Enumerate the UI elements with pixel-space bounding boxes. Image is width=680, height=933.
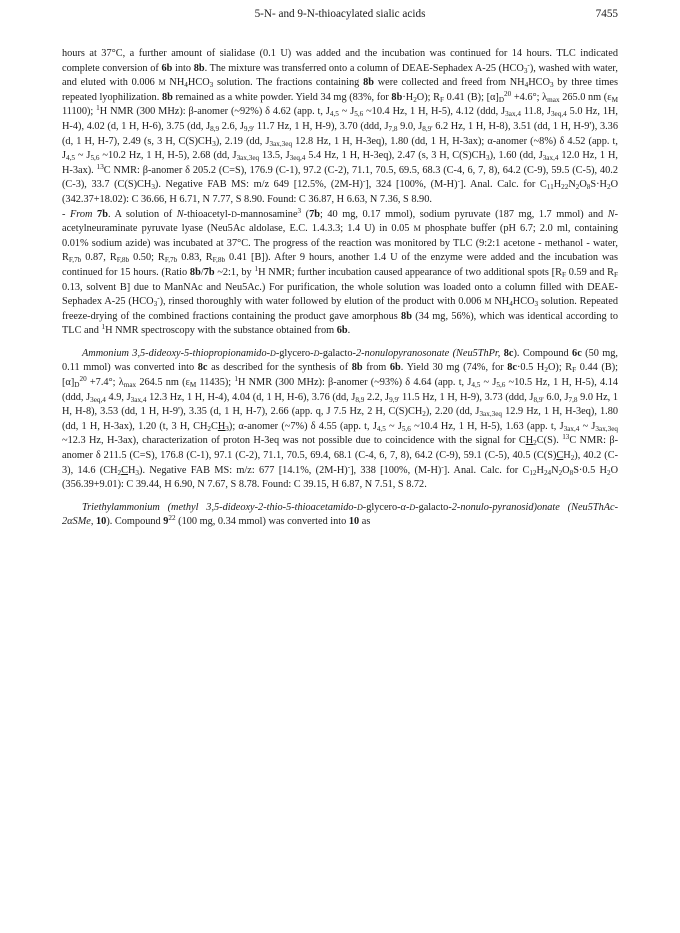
paragraph-neu5thac-10: Triethylammonium (methyl 3,5-dideoxy-2-thio-5-thioacetamido-D-glycero-α-D-galacto-2-nonulo-pyranosid)onate (Neu5ThAc-2αSMe, 10). Compound $9^{22}$ (100 mg, 0.34 mmol) was converted into 10 as — [62, 501, 619, 528]
running-title: 5-N- and 9-N-thioacylated sialic acids — [254, 8, 426, 20]
running-header — [62, 8, 618, 24]
page-number: 7455 — [595, 8, 618, 20]
paragraph-8b-from-6b: hours at 37°C, a further amount of sialidase (0.1 U) was added and the incubation was continued for 14 hours. TLC indicated complete conversion of 6b into 8b. The mixture was transferred onto a column of DEAE-Sephadex A-25 $(HCO_3^-)$, washed with water, and eluted with 0.006 M $NH_4HCO_3$ solution. The fractions containing 8b were collected and freed from $NH_4HCO_3$ by three times repeated lyophilization. 8b remained as a white powder. Yield 34 mg (83%, for $8b\cdot H_2O$); $R_F$ 0.41 (B); $[\alpha]_D^{20} +4.6^\circ$; $\lambda_{max}$ 265.0 nm ($\varepsilon_M$ 11100); $^1$H NMR (300 MHz): β-anomer (~92%) δ 4.62 (app. t, $J_{4,5}$ ~ $J_{5,6}$ ~10.4 Hz, 1 H, H-5), 4.12 (ddd, $J_{3ax,4}$ 11.8, $J_{3eq,4}$ 5.0 Hz, 1H, H-4), 4.02 (d, 1 H, H-6), 3.75 (dd, $J_{8,9}$ 2.6, $J_{9,9'}$ 11.7 Hz, 1 H, H-9), 3.70 (ddd, $J_{7,8}$ 9.0, $J_{8,9'}$ 6.2 Hz, 1 H, H-8), 3.51 (dd, 1 H, H-9'), 3.36 (d, 1 H, H-7), 2.49 (s, 3 H, $C(S)CH_3$), 2.19 (dd, $J_{3ax,3eq}$ 12.8 Hz, 1 H, H-3eq), 1.80 (dd, 1 H, H-3ax); α-anomer (~8%) δ 4.52 (app. t, $J_{4,5}$ ~ $J_{5,6}$ ~10.2 Hz, 1 H, H-5), 2.68 (dd, $J_{3ax,3eq}$ 13.5, $J_{3eq,4}$ 5.4 Hz, 1 H, H-3eq), 2.47 (s, 3 H, $C(S)CH_3$), 1.60 (dd, $J_{3ax,4}$ 12.0 Hz, 1 H, H-3ax). $^{13}$C NMR: β-anomer δ 205.2 (C=S), 176.9 (C-1), 97.2 (C-2), 71.1, 70.5, 69.5, 68.3 (C-4, 6, 7, 8), 64.2 (C-9), 59.5 (C-5), 40.2 (C-3), 33.7 $(C(S)CH_3)$. Negative FAB MS: m/z 649 [12.5%, (2M-H)-], 324 [100%, (M-H)-]. Anal. Calc. for $C_{11}H_{22}N_2O_8S\cdot H_2O$ (342.37+18.02): C 36.66, H 6.71, N 7.77, S 8.90. Found: C 36.87, H 6.63, N 7.36, S 8.90. — [62, 48, 619, 205]
paragraph-neu5thpr-8c: Ammonium 3,5-dideoxy-5-thiopropionamido-D-glycero-D-galacto-2-nonulopyranosonate (Neu5ThPr, 8c). Compound 6c (50 mg, 0.11 mmol) was converted into 8c as described for the synthesis of 8b from 6b. Yield 30 mg (74%, for 8c·0.5 $H_2O$); $R_F$ 0.44 (B); $[\alpha]_D^{20} +7.4^\circ$; $\lambda_{max}$ 264.5 nm ($\varepsilon_M$ 11435); $^1$H NMR (300 MHz): β-anomer (~93%) δ 4.64 (app. t, $J_{4,5}$ ~ $J_{5,6}$ ~10.5 Hz, 1 H, H-5), 4.14 (ddd, $J_{3eq,4}$ 4.9, $J_{3ax,4}$ 12.3 Hz, 1 H, H-4), 4.04 (d, 1 H, H-6), 3.76 (dd, $J_{8,9}$ 2.2, $J_{9,9'}$ 11.5 Hz, 1 H, H-9), 3.73 (ddd, $J_{8,9'}$ 6.0, $J_{7,8}$ 9.0 Hz, 1 H, H-8), 3.53 (dd, 1 H, H-9'), 3.35 (d, 1 H, H-7), 2.66 (app. q, J 7.5 Hz, 2 H, $C(S)CH_2$), 2.20 (dd, $J_{3ax,3eq}$ 12.9 Hz, 1 H, H-3eq), 1.80 (dd, 1 H, H-3ax), 1.20 (t, 3 H, $CH_2CH_3$); α-anomer (~7%) δ 4.55 (app. t, $J_{4,5}$ ~ $J_{5,6}$ ~10.4 Hz, 1 H, H-5), 1.63 (app. t, $J_{3ax,4}$ ~ $J_{3ax,3eq}$ ~12.3 Hz, H-3ax), characterization of proton H-3eq was not possible due to coincidence with the signal for $CH_2C(S)$. $^{13}$C NMR: β-anomer δ 211.5 (C=S), 176.8 (C-1), 97.1 (C-2), 71.1, 70.5, 69.4, 68.1 (C-4, 6, 7, 8), 64.2 (C-9), 59.1 (C-5), 40.5 $(C(S)CH_2)$, 40.2 (C-3), 14.6 $(CH_2CH_3)$. Negative FAB MS: m/z: 677 [14.1%, (2M-H)-], 338 [100%, (M-H)-]. Anal. Calc. for $C_{12}H_{24}N_2O_8S\cdot 0.5$ $H_2O$ (356.39+9.01): C 39.44, H 6.90, N 7.67, S 8.78. Found: C 39.15, H 6.87, N 7.51, S 8.72. — [62, 347, 619, 491]
article-body — [62, 47, 618, 530]
paragraph-8b-from-7b: - From 7b. A solution of N-thioacetyl-D-mannosamine$^3$ (7b; 40 mg, 0.17 mmol), sodium pyruvate (187 mg, 1.7 mmol) and N-acetylneuraminate pyruvate lyase (Neu5Ac aldolase, E.C. 1.4.3.3; 1.4 U) in 0.05 M phosphate buffer (pH 6.7; 2.0 ml, containing 0.01% sodium azide) was incubated at 37°C. The progress of the reaction was monitored by TLC (9:2:1 acetone - methanol - water, $R_{F,7b}$ 0.87, $R_{F,8b}$ 0.50; $R_{F,7b}$ 0.83, $R_{F,8b}$ 0.41 [B]). After 9 hours, another 1.4 U of the enzyme were added and the incubation was continued for 15 hours. (Ratio 8b/7b ~2:1, by $^1$H NMR; further incubation caused appearance of two additional spots [$R_F$ 0.59 and $R_F$ 0.13, solvent B] due to ManNAc and Neu5Ac.) For purification, the whole solution was loaded onto a column filled with DEAE-Sephadex A-25 $(HCO_3^-)$, rinsed thoroughly with water followed by elution of the product with 0.006 M $NH_4HCO_3$ solution. Repeated freeze-drying of the combined fractions containing the product gave amorphous 8b (34 mg, 56%), which was identical according to TLC and $^1$H NMR spectroscopy with the substance obtained from 6b. — [62, 206, 619, 337]
